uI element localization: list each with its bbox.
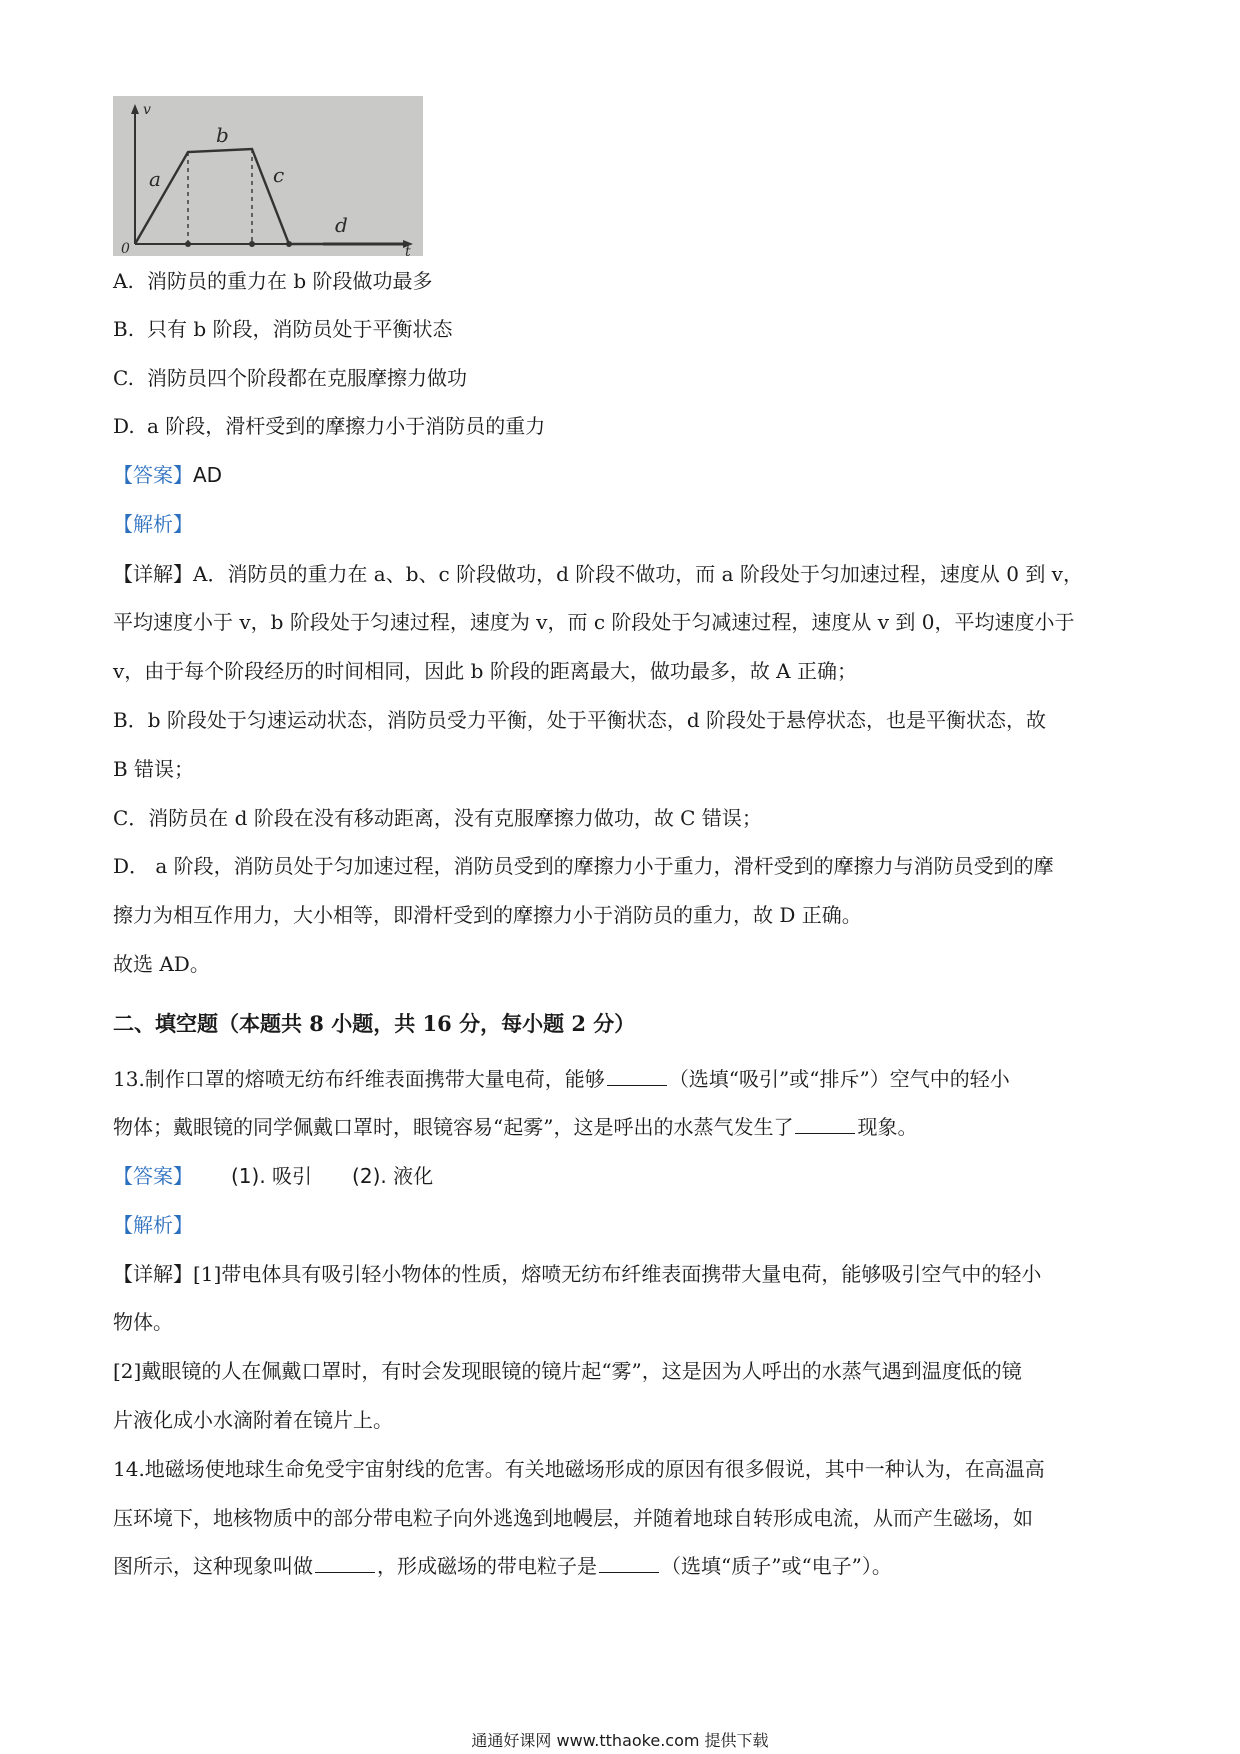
q12-detail-line: 故选 AD。 — [113, 952, 210, 976]
q13-line-2 — [113, 1112, 1133, 1142]
option-c-text: 消防员四个阶段都在克服摩擦力做功 — [147, 366, 467, 390]
segment-label-a: a — [149, 167, 161, 191]
segment-label-b: b — [216, 123, 229, 147]
tick-point-3 — [286, 241, 292, 247]
option-a-label: A. — [113, 269, 134, 293]
answer-blank — [795, 1113, 855, 1134]
q12-detail-line: 擦力为相互作用力，大小相等，即滑杆受到的摩擦力小于消防员的重力，故 D 正确。 — [113, 903, 862, 927]
q14-line-3 — [113, 1551, 1133, 1581]
q12-detail-line: 【详解】A．消防员的重力在 a、b、c 阶段做功，d 阶段不做功，而 a 阶段处于匀加速过程，速度从 0 到 v， — [113, 562, 1083, 586]
q13-text: 现象。 — [857, 1115, 918, 1139]
velocity-time-graph — [113, 96, 423, 256]
q14-line-1: 14.地磁场使地球生命免受宇宙射线的危害。有关地磁场形成的原因有很多假说，其中一种认为，在高温高 — [113, 1457, 1045, 1481]
analysis-tag: 【解析】 — [113, 1213, 193, 1237]
q13-analysis-tag — [113, 1210, 1133, 1240]
analysis-tag: 【解析】 — [113, 512, 193, 536]
q13-text: 13.制作口罩的熔喷无纺布纤维表面携带大量电荷，能够 — [113, 1067, 605, 1091]
q14-line-2: 压环境下，地核物质中的部分带电粒子向外逃逸到地幔层，并随着地球自转形成电流，从而产生磁场，如 — [113, 1506, 1033, 1530]
segment-label-d: d — [335, 213, 348, 237]
q14-text: 图所示，这种现象叫做 — [113, 1554, 313, 1578]
origin-label: 0 — [121, 241, 130, 256]
page-footer: 通通好课网 www.tthaoke.com 提供下载 — [471, 1731, 769, 1750]
option-d-text: a 阶段，滑杆受到的摩擦力小于消防员的重力 — [147, 414, 546, 438]
option-b-label: B. — [113, 317, 135, 341]
answer-1: (1). 吸引 — [231, 1164, 313, 1188]
vt-graph-svg — [113, 96, 423, 256]
axis-label-v: v — [143, 102, 151, 118]
q12-answer — [113, 460, 1133, 490]
q14-text: （选填“质子”或“电子”）。 — [661, 1554, 892, 1578]
tick-point-1 — [185, 241, 191, 247]
answer-blank — [315, 1552, 375, 1573]
q13-detail-line: 【详解】[1]带电体具有吸引轻小物体的性质，熔喷无纺布纤维表面携带大量电荷，能够吸引空气中的轻小 — [113, 1262, 1042, 1286]
q13-detail-line: 物体。 — [113, 1310, 173, 1334]
q13-line-1 — [113, 1064, 1133, 1094]
option-c-label: C. — [113, 366, 134, 390]
answer-tag: 【答案】 — [113, 463, 193, 487]
option-a — [113, 266, 1133, 296]
q13-text: （选填“吸引”或“排斥”）空气中的轻小 — [668, 1067, 1010, 1091]
answer-value: AD — [193, 463, 223, 487]
q12-detail-line: C．消防员在 d 阶段在没有移动距离，没有克服摩擦力做功，故 C 错误； — [113, 806, 762, 830]
q13-detail-line: 片液化成小水滴附着在镜片上。 — [113, 1408, 393, 1432]
q13-text: 物体；戴眼镜的同学佩戴口罩时，眼镜容易“起雾”，这是呼出的水蒸气发生了 — [113, 1115, 794, 1139]
option-a-text: 消防员的重力在 b 阶段做功最多 — [147, 269, 433, 293]
segment-label-c: c — [273, 163, 285, 187]
q12-analysis-tag — [113, 509, 1133, 539]
q13-answer — [113, 1161, 1133, 1191]
axis-label-t: t — [405, 244, 411, 256]
q12-detail-line: v，由于每个阶段经历的时间相同，因此 b 阶段的距离最大，做功最多，故 A 正确； — [113, 659, 857, 683]
v-axis-arrow-icon — [131, 104, 139, 114]
q12-detail-line: B．b 阶段处于匀速运动状态，消防员受力平衡，处于平衡状态，d 阶段处于悬停状态，也是平衡状态，故 — [113, 708, 1047, 732]
option-b — [113, 314, 1133, 344]
q14-text: ，形成磁场的带电粒子是 — [377, 1554, 597, 1578]
answer-2: (2). 液化 — [352, 1164, 434, 1188]
q12-detail-line: D． a 阶段，消防员处于匀加速过程，消防员受到的摩擦力小于重力，滑杆受到的摩擦力与消防员受到的摩 — [113, 854, 1054, 878]
answer-tag: 【答案】 — [113, 1164, 193, 1188]
option-c — [113, 363, 1133, 393]
answer-blank — [599, 1552, 659, 1573]
option-d — [113, 411, 1133, 441]
option-b-text: 只有 b 阶段，消防员处于平衡状态 — [147, 317, 453, 341]
answer-blank — [607, 1065, 667, 1086]
q12-detail-line: 平均速度小于 v，b 阶段处于匀速过程，速度为 v，而 c 阶段处于匀减速过程，速度从 v 到 0，平均速度小于 — [113, 610, 1075, 634]
section-heading: 二、填空题（本题共 8 小题，共 16 分，每小题 2 分） — [113, 1011, 636, 1036]
vt-curve — [135, 149, 323, 244]
tick-point-2 — [249, 241, 255, 247]
q12-detail-line: B 错误； — [113, 757, 195, 781]
q13-detail-line: [2]戴眼镜的人在佩戴口罩时，有时会发现眼镜的镜片起“雾”，这是因为人呼出的水蒸气遇到温度低的镜 — [113, 1359, 1022, 1383]
option-d-label: D. — [113, 414, 135, 438]
